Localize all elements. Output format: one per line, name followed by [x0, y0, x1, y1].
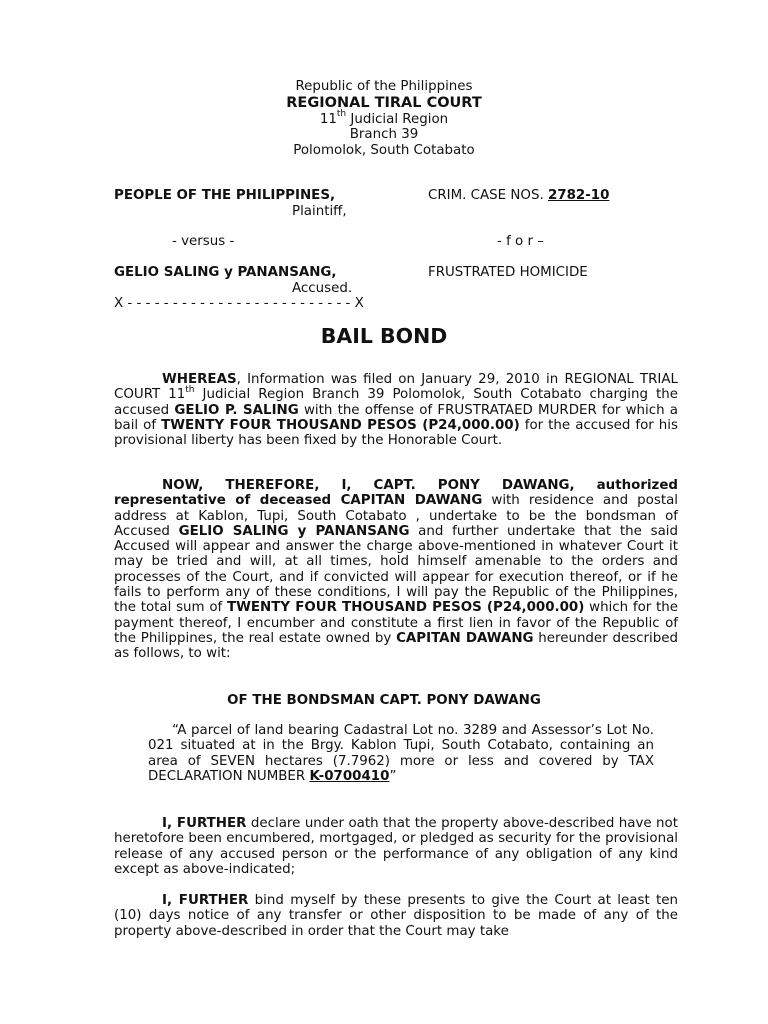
court-name: REGIONAL TIRAL COURT	[286, 94, 482, 111]
now-therefore-owner: CAPITAN DAWANG	[396, 630, 534, 646]
further-declare-lead: I, FURTHER	[162, 816, 247, 831]
document-title: BAIL BOND	[320, 324, 448, 348]
further-declare-text: declare under oath that the property above-described have not heretofore been encumbered, mortgaged, or pledged as security for the provisional release of any accused person or the performance of any obligation of any kind except as above-indicated;	[114, 816, 678, 877]
property-text-2: ”	[389, 768, 397, 784]
further-bind-lead: I, FURTHER	[162, 893, 249, 908]
bondsman-heading: OF THE BONDSMAN CAPT. PONY DAWANG	[227, 693, 541, 708]
whereas-paragraph	[114, 372, 678, 448]
region-number: 11	[319, 111, 337, 127]
property-text-1: “A parcel of land bearing Cadastral Lot no. 3289 and Assessor’s Lot No. 021 situated at in the Brgy. Kablon Tupi, South Cotabato, containing an area of SEVEN hectares (7.7962) more or less and covered by TAX DECLARATION NUMBER	[148, 723, 654, 784]
whereas-amount: TWENTY FOUR THOUSAND PESOS (P24,000.00)	[161, 417, 520, 433]
now-therefore-amount: TWENTY FOUR THOUSAND PESOS (P24,000.00)	[226, 600, 585, 616]
offense-label: FRUSTRATED HOMICIDE	[428, 265, 588, 280]
tax-declaration-number: K-0700410	[309, 768, 390, 784]
case-number: 2782-10	[547, 188, 610, 203]
whereas-accused: GELIO P. SALING	[174, 402, 299, 418]
versus-label: - versus -	[172, 234, 235, 249]
further-bind-paragraph	[114, 893, 678, 939]
whereas-text-3: with the offense of FRUSTRATAED MURDER for which a bail of	[114, 402, 679, 433]
further-declare-paragraph	[114, 816, 678, 877]
branch-line: Branch 39	[349, 127, 419, 142]
caption-separator: X - - - - - - - - - - - - - - - - - - - - - - - - - X	[114, 296, 364, 311]
republic-line: Republic of the Philippines	[295, 79, 473, 94]
plaintiff-label: Plaintiff,	[292, 204, 347, 219]
whereas-superscript: th	[185, 384, 195, 395]
further-bind-text: bind myself by these presents to give the Court at least ten (10) days notice of any transfer or other disposition to be made of any of the property above-described in order that the Court may take	[114, 893, 678, 939]
now-therefore-lead: NOW, THEREFORE, I, CAPT. PONY DAWANG, authorized representative of deceased CAPITAN DAWANG	[114, 478, 678, 509]
whereas-text-4: for the accused for his provisional liberty has been fixed by the Honorable Court.	[114, 417, 678, 449]
case-prefix: CRIM. CASE NOS.	[428, 188, 548, 203]
now-therefore-text-1: with residence and postal address at Kablon, Tupi, South Cotabato , undertake to be the bondsman of Accused	[114, 493, 678, 539]
now-therefore-paragraph	[114, 478, 678, 662]
plaintiff-name: PEOPLE OF THE PHILIPPINES,	[114, 188, 336, 203]
now-therefore-text-3: which for the payment thereof, I encumber and constitute a first lien in favor of the Republic of the Philippines, the real estate owned by	[114, 600, 678, 646]
location-line: Polomolok, South Cotabato	[293, 142, 475, 158]
region-text: Judicial Region	[346, 111, 449, 127]
property-description	[148, 723, 654, 784]
region-superscript: th	[336, 109, 347, 120]
for-label: - f o r –	[497, 234, 544, 249]
whereas-lead: WHEREAS	[162, 372, 237, 387]
now-therefore-accused: GELIO SALING y PANANSANG	[178, 523, 410, 539]
whereas-text-2: Judicial Region Branch 39 Polomolok, South Cotabato charging the accused	[114, 387, 678, 418]
now-therefore-text-2: and further undertake that the said Accused will appear and answer the charge above-mentioned in whatever Court it may be tried and will, at all times, hold himself amenable to the orders and processes of the Court, and if convicted will appear for execution thereof, or if he fails to perform any of these conditions, I will pay the Republic of the Philippines, the total sum of	[114, 523, 678, 616]
court-header	[0, 79, 768, 158]
accused-label: Accused.	[292, 281, 353, 296]
case-number-line	[428, 188, 609, 203]
now-therefore-text-4: hereunder described as follows, to wit:	[114, 630, 678, 662]
judicial-region-line	[0, 109, 768, 128]
accused-name: GELIO SALING y PANANSANG,	[114, 265, 337, 280]
whereas-text-1: , Information was filed on January 29, 2010 in REGIONAL TRIAL COURT 11	[114, 372, 678, 403]
